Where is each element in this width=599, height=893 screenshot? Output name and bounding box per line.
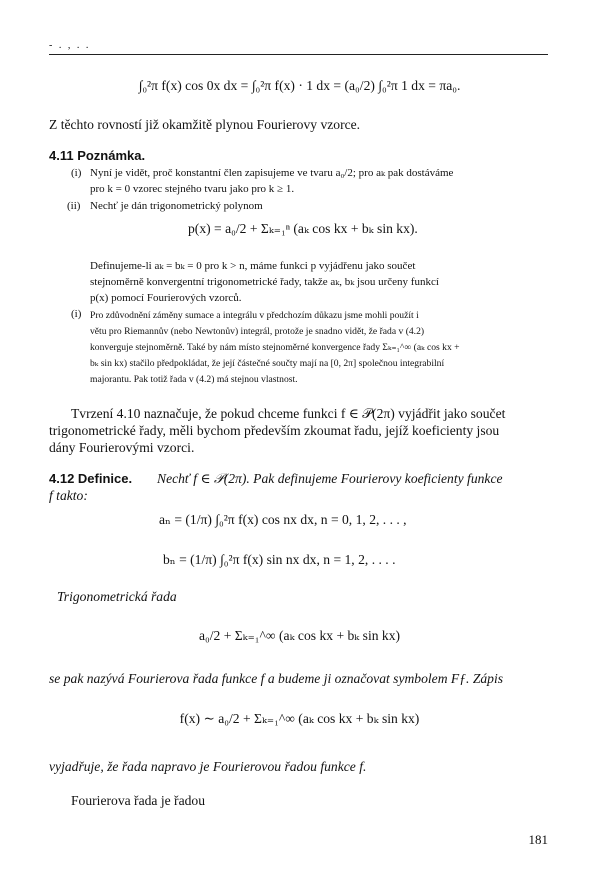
note-item-iii-line3: konverguje stejnoměrně. Také by nám místo stejnoměrné konvergence řady Σₖ₌₁^∞ (aₖ cos kx + [90,342,460,353]
note-item-iii-line1: Pro zdůvodnění záměny sumace a integrálu v předchozím důkazu jsme mohli použít i [90,310,419,321]
equation-fourier-series: a₀/2 + Σₖ₌₁^∞ (aₖ cos kx + bₖ sin kx) [198,628,401,643]
note-item-iii-line4: bₖ sin kx) stačilo předpokládat, že její částečné součty mají na [0, 2π] společnou integrabilní [90,358,445,369]
page-number: 181 [528,832,548,847]
note-item-ii-line1: Nechť je dán trigonometrický polynom [90,200,263,212]
note-item-i-line2: pro k = 0 vzorec stejného tvaru jako pro k ≥ 1. [90,183,295,195]
closing-sentence: Fourierova řada je řadou [71,793,205,808]
equation-coefficient-a: aₙ = (1/π) ∫₀²π f(x) cos nx dx, n = 0, 1, 2, . . . , [159,512,407,527]
naming-sentence: se pak nazývá Fourierova řada funkce f a budeme ji označovat symbolem Fƒ. Zápis [49,671,504,686]
header-rule [49,54,548,55]
note-item-ii-after2: stejnoměrně konvergentní trigonometrické řady, takže aₖ, bₖ jsou určeny funkcí [90,276,439,288]
note-item-ii-label: (ii) [67,200,81,212]
equation-integral-identity: ∫₀²π f(x) cos 0x dx = ∫₀²π f(x) · 1 dx = (a₀/2) ∫₀²π 1 dx = πa₀. [138,78,461,93]
trig-series-label: Trigonometrická řada [57,589,177,604]
paragraph-line1: Tvrzení 4.10 naznačuje, že pokud chceme funkci f ∈ 𝒫(2π) vyjádřit jako součet [71,406,506,421]
definition-line1: Nechť f ∈ 𝒫(2π). Pak definujeme Fourierovy koeficienty funkce [157,471,503,486]
note-item-i-label: (i) [71,167,82,179]
equation-coefficient-b: bₙ = (1/π) ∫₀²π f(x) sin nx dx, n = 1, 2, . . . . [163,552,396,567]
conclusion-sentence: Z těchto rovností již okamžitě plynou Fourierovy vzorce. [49,117,361,132]
note-item-iii-line5: majorantu. Pak totiž řada v (4.2) má stejnou vlastnost. [90,374,298,385]
equation-fourier-symbol: f(x) ∼ a₀/2 + Σₖ₌₁^∞ (aₖ cos kx + bₖ sin kx) [179,711,420,726]
note-item-ii-after3: p(x) pomocí Fourierových vzorců. [90,292,242,304]
running-header: - . , . . [49,40,91,51]
note-heading: 4.11 Poznámka. [49,148,146,163]
definition-heading: 4.12 Definice. [49,471,133,486]
meaning-sentence: vyjadřuje, že řada napravo je Fourierovou řadou funkce f. [49,759,367,774]
definition-line2: f takto: [49,488,88,503]
equation-trig-polynomial: p(x) = a₀/2 + Σₖ₌₁ⁿ (aₖ cos kx + bₖ sin kx). [188,221,418,236]
note-item-iii-line2: větu pro Riemannův (nebo Newtonův) integrál, protože je snadno vidět, že řada v (4.2) [90,326,425,337]
paragraph-line2: trigonometrické řady, měli bychom především zkoumat řadu, jejíž koeficienty jsou [49,423,500,438]
note-item-i-line1: Nyní je vidět, proč konstantní člen zapisujeme ve tvaru a₀/2; pro aₖ pak dostáváme [90,167,454,179]
paragraph-line3: dány Fourierovými vzorci. [49,440,195,455]
note-item-ii-after1: Definujeme-li aₖ = bₖ = 0 pro k > n, máme funkci p vyjádřenu jako součet [90,260,416,272]
note-item-iii-label: (i) [71,308,82,320]
